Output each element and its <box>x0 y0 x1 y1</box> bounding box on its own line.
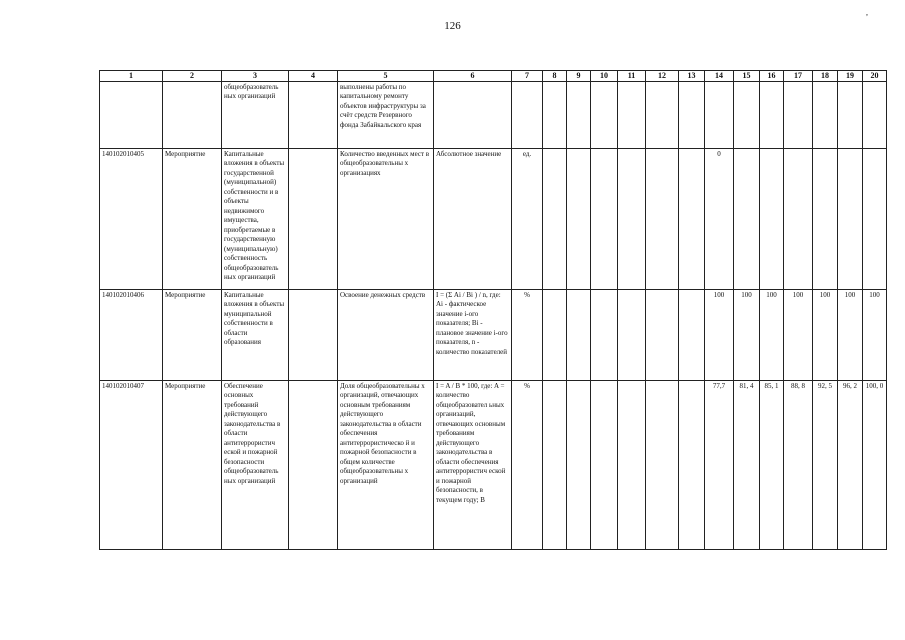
value-cell <box>646 148 679 289</box>
header-cell: 7 <box>512 71 543 82</box>
header-cell: 10 <box>591 71 618 82</box>
cell <box>100 81 163 148</box>
cell <box>163 81 222 148</box>
table-row <box>100 289 887 380</box>
measure-name-cell: Капитальные вложения в объекты муниципальной собственности в области образования <box>222 289 289 380</box>
cell <box>705 81 734 148</box>
header-cell: 13 <box>679 71 705 82</box>
header-cell: 11 <box>618 71 646 82</box>
value-cell: 100 <box>705 289 734 380</box>
value-cell <box>679 289 705 380</box>
header-cell: 17 <box>784 71 813 82</box>
value-cell: 100 <box>784 289 813 380</box>
cell <box>591 81 618 148</box>
table-row <box>100 148 887 289</box>
corner-mark: , <box>866 8 868 17</box>
value-cell <box>646 289 679 380</box>
cell <box>784 81 813 148</box>
measure-name-cell: Капитальные вложения в объекты государственной (муниципальной) собственности и в объекты недвижимого имущества, приобретаемые в государственную (муниципальную) собственность общеобразователь ных организаций <box>222 148 289 289</box>
value-cell: 96, 2 <box>838 380 863 549</box>
code-cell: 140102010406 <box>100 289 163 380</box>
cell <box>618 81 646 148</box>
value-cell <box>567 380 591 549</box>
header-cell: 3 <box>222 71 289 82</box>
cell <box>543 81 567 148</box>
value-cell: 100 <box>760 289 784 380</box>
header-cell: 20 <box>863 71 887 82</box>
value-cell <box>618 380 646 549</box>
value-cell: 100 <box>813 289 838 380</box>
type-cell: Мероприятие <box>163 289 222 380</box>
value-cell <box>838 148 863 289</box>
value-cell <box>591 380 618 549</box>
header-cell: 2 <box>163 71 222 82</box>
continuation-row <box>100 81 887 148</box>
value-cell: 88, 8 <box>784 380 813 549</box>
value-cell <box>618 289 646 380</box>
value-cell: 85, 1 <box>760 380 784 549</box>
measure-name-cell: Обеспечение основных требований действующего законодательства в области антитеррористич еской и пожарной безопасности общеобразователь ных организаций <box>222 380 289 549</box>
header-cell: 4 <box>289 71 338 82</box>
header-cell: 16 <box>760 71 784 82</box>
header-row <box>100 71 887 82</box>
header-cell: 8 <box>543 71 567 82</box>
type-cell: Мероприятие <box>163 148 222 289</box>
value-cell: 100 <box>734 289 760 380</box>
value-cell <box>646 380 679 549</box>
cell <box>289 148 338 289</box>
unit-cell: % <box>512 289 543 380</box>
measure-name-cell: общеобразователь ных организаций <box>222 81 289 148</box>
cell <box>838 81 863 148</box>
header-cell: 18 <box>813 71 838 82</box>
value-cell <box>567 289 591 380</box>
header-cell: 14 <box>705 71 734 82</box>
value-cell: 100 <box>863 289 887 380</box>
value-cell <box>813 148 838 289</box>
indicator-cell: Освоение денежных средств <box>338 289 434 380</box>
value-cell: 77,7 <box>705 380 734 549</box>
cell <box>289 81 338 148</box>
header-cell: 12 <box>646 71 679 82</box>
header-cell: 19 <box>838 71 863 82</box>
cell <box>646 81 679 148</box>
value-cell: 100, 0 <box>863 380 887 549</box>
indicator-cell: выполнены работы по капитальному ремонту объектов инфраструктуры за счёт средств Резервного фонда Забайкальского края <box>338 81 434 148</box>
indicator-cell: Количество введенных мест в общеобразовательны х организациях <box>338 148 434 289</box>
value-cell: 81, 4 <box>734 380 760 549</box>
value-cell <box>543 289 567 380</box>
header-cell: 1 <box>100 71 163 82</box>
cell <box>813 81 838 148</box>
method-cell: Абсолютное значение <box>434 148 512 289</box>
type-cell: Мероприятие <box>163 380 222 549</box>
cell <box>863 81 887 148</box>
code-cell: 140102010407 <box>100 380 163 549</box>
cell <box>289 289 338 380</box>
unit-cell: % <box>512 380 543 549</box>
value-cell <box>734 148 760 289</box>
value-cell <box>543 380 567 549</box>
indicator-cell: Доля общеобразовательны х организаций, отвечающих основным требованиям действующего законодательства в области обеспечения антитеррористическо й и пожарной безопасности в общем количестве общеобразовательны х организаций <box>338 380 434 549</box>
indicators-table <box>99 70 887 550</box>
cell <box>512 81 543 148</box>
value-cell <box>760 148 784 289</box>
code-cell: 140102010405 <box>100 148 163 289</box>
value-cell <box>784 148 813 289</box>
header-cell: 6 <box>434 71 512 82</box>
cell <box>434 81 512 148</box>
value-cell <box>863 148 887 289</box>
cell <box>567 81 591 148</box>
value-cell <box>591 148 618 289</box>
value-cell <box>567 148 591 289</box>
cell <box>679 81 705 148</box>
cell <box>760 81 784 148</box>
value-cell <box>618 148 646 289</box>
value-cell: 92, 5 <box>813 380 838 549</box>
value-cell: 0 <box>705 148 734 289</box>
method-cell: I = (Σ Ai / Bi ) / n, где: Ai - фактическое значение i-ого показателя; Bi - плановое значение i-ого показателя, n - количество показателей <box>434 289 512 380</box>
value-cell <box>679 148 705 289</box>
table-row <box>100 380 887 549</box>
header-cell: 9 <box>567 71 591 82</box>
header-cell: 15 <box>734 71 760 82</box>
value-cell <box>543 148 567 289</box>
header-cell: 5 <box>338 71 434 82</box>
cell <box>734 81 760 148</box>
value-cell: 100 <box>838 289 863 380</box>
page-number: 126 <box>444 20 461 32</box>
cell <box>289 380 338 549</box>
value-cell <box>591 289 618 380</box>
value-cell <box>679 380 705 549</box>
method-cell: I = A / B * 100, где: A = количество общеобразовател ьных организаций, отвечающих основным требованиям действующего законодательства в области обеспечения антитеррористич еской и пожарной безопасности, в текущем году; B <box>434 380 512 549</box>
unit-cell: ед. <box>512 148 543 289</box>
